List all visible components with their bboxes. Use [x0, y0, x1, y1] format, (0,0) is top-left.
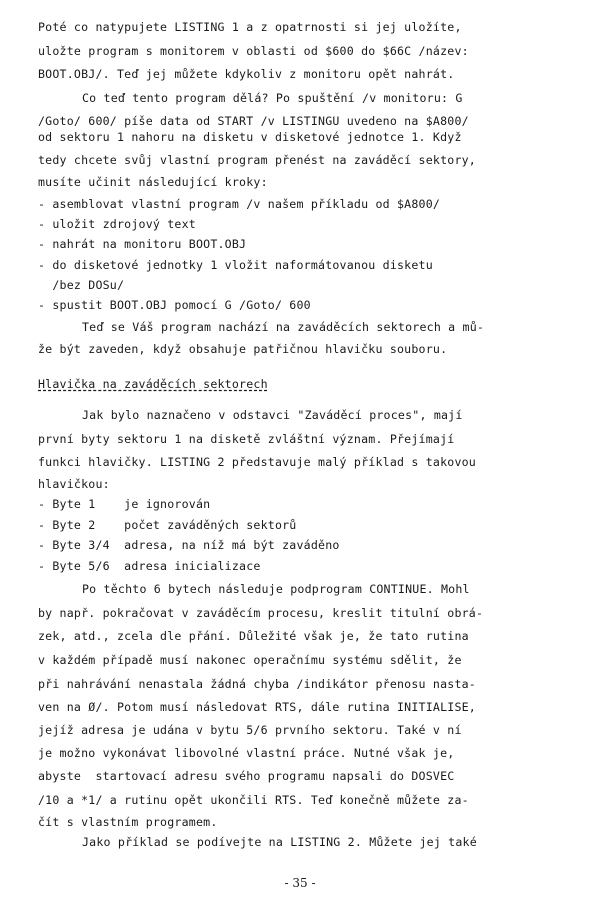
- list-item: - Byte 3/4 adresa, na níž má být zaváděno: [38, 538, 340, 552]
- text-line: abyste startovací adresu svého programu napsali do DOSVEC: [38, 769, 455, 783]
- text-line: od sektoru 1 nahoru na disketu v disketové jednotce 1. Když: [38, 130, 462, 144]
- page-number: - 35 -: [284, 876, 316, 890]
- text-line: hlavičkou:: [38, 477, 110, 491]
- text-line: Jak bylo naznačeno v odstavci "Zaváděcí proces", mají: [82, 408, 463, 422]
- text-line: čít s vlastním programem.: [38, 815, 218, 829]
- list-item: - asemblovat vlastní program /v našem příkladu od $A800/: [38, 197, 441, 211]
- list-item: - nahrát na monitoru BOOT.OBJ: [38, 237, 247, 251]
- list-item: - Byte 2 počet zaváděných sektorů: [38, 518, 297, 532]
- text-line: při nahrávání nenastala žádná chyba /indikátor přenosu nasta-: [38, 677, 476, 691]
- text-line: Po těchto 6 bytech následuje podprogram CONTINUE. Mohl: [82, 582, 470, 596]
- text-line: Poté co natypujete LISTING 1 a z opatrnosti si jej uložíte,: [38, 20, 462, 34]
- text-line: první byty sektoru 1 na disketě zvláštní význam. Přejímají: [38, 432, 455, 446]
- text-line: Jako příklad se podívejte na LISTING 2. Můžete jej také: [82, 835, 477, 849]
- text-line: uložte program s monitorem v oblasti od $600 do $66C /název:: [38, 44, 469, 58]
- text-line: ven na Ø/. Potom musí následovat RTS, dále rutina INITIALISE,: [38, 700, 476, 714]
- text-line: by např. pokračovat v zaváděcím procesu, kreslit titulní obrá-: [38, 606, 484, 620]
- text-line: Teď se Váš program nachází na zaváděcích sektorech a mů-: [82, 320, 485, 334]
- text-line: v každém případě musí nakonec operačnímu systému sdělit, že: [38, 653, 462, 667]
- list-item: - uložit zdrojový text: [38, 217, 196, 231]
- section-heading: Hlavička na zaváděcích sektorech: [38, 377, 268, 391]
- list-item: - Byte 1 je ignorován: [38, 497, 211, 511]
- text-line: /10 a *1/ a rutinu opět ukončili RTS. Teď konečně můžete za-: [38, 793, 469, 807]
- text-line: zek, atd., zcela dle přání. Důležité však je, že tato rutina: [38, 629, 469, 643]
- list-item: - do disketové jednotky 1 vložit naformátovanou disketu: [38, 258, 433, 272]
- list-item: - spustit BOOT.OBJ pomocí G /Goto/ 600: [38, 298, 311, 312]
- text-line: funkci hlavičky. LISTING 2 představuje malý příklad s takovou: [38, 455, 476, 469]
- text-line: Co teď tento program dělá? Po spuštění /v monitoru: G: [82, 91, 463, 105]
- text-line: BOOT.OBJ/. Teď jej můžete kdykoliv z monitoru opět nahrát.: [38, 67, 455, 81]
- text-line: je možno vykonávat libovolné vlastní práce. Nutné však je,: [38, 746, 455, 760]
- list-item: - Byte 5/6 adresa inicializace: [38, 559, 261, 573]
- list-item: /bez DOSu/: [38, 278, 125, 292]
- text-line: jejíž adresa je udána v bytu 5/6 prvního sektoru. Také v ní: [38, 723, 462, 737]
- text-line: tedy chcete svůj vlastní program přenést na zaváděcí sektory,: [38, 153, 476, 167]
- text-line: /Goto/ 600/ píše data od START /v LISTINGU uvedeno na $A800/: [38, 114, 469, 128]
- text-line: musíte učinit následující kroky:: [38, 175, 268, 189]
- text-line: že být zaveden, když obsahuje patřičnou hlavičku souboru.: [38, 342, 448, 356]
